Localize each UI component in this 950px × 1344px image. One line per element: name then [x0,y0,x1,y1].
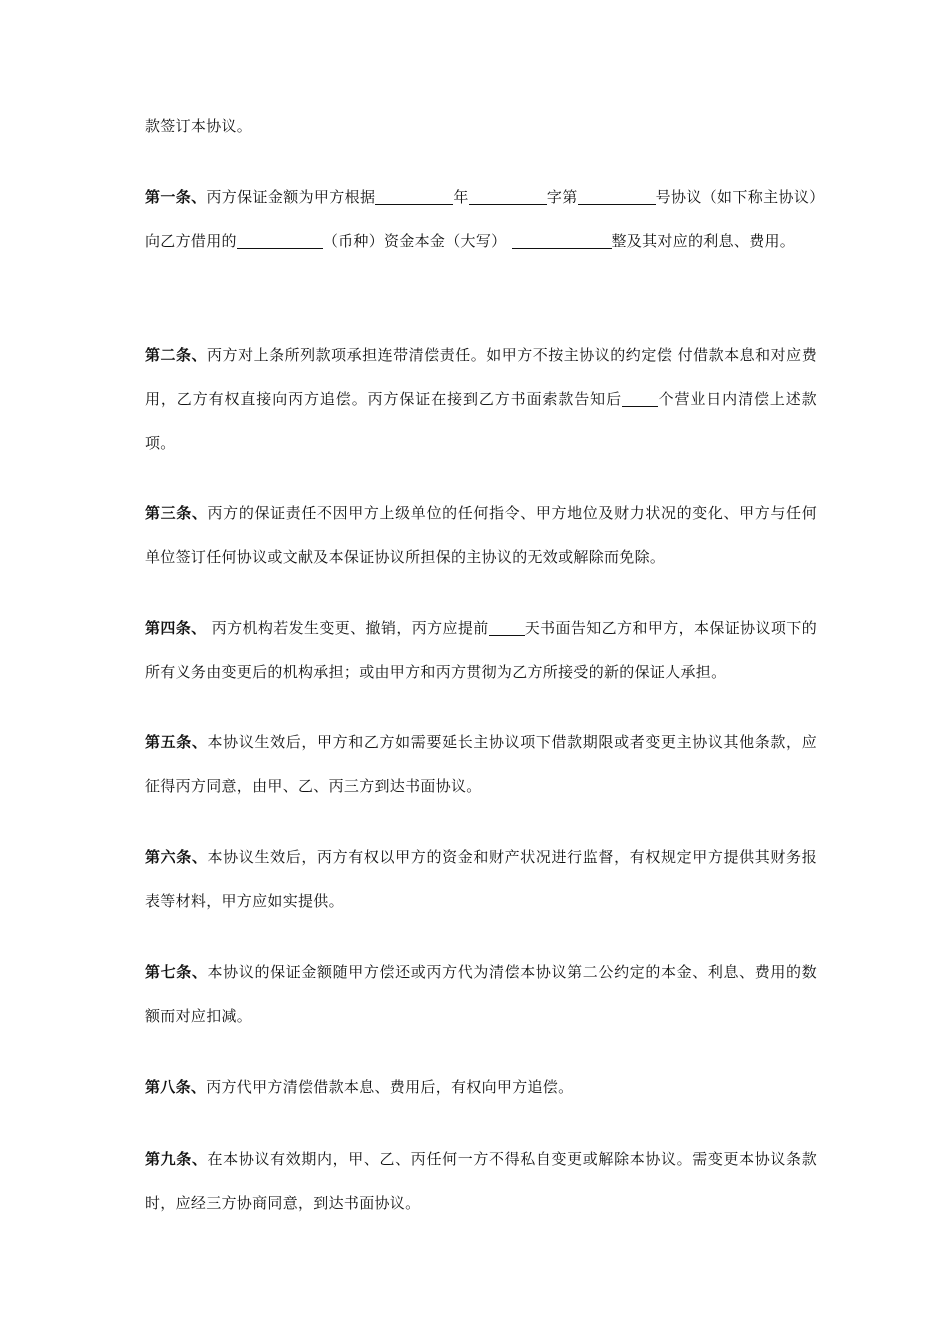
article-label: 第八条、 [145,1078,207,1096]
blank-field-year[interactable] [375,186,453,205]
article-1 [145,175,817,263]
blank-field-notice-days[interactable] [489,617,525,636]
article-9 [145,1137,817,1225]
article-label: 第二条、 [145,346,208,364]
article-text: 字第 [546,188,578,206]
article-8 [145,1065,817,1109]
article-6 [145,835,817,923]
article-3 [145,491,817,579]
article-text: 整及其对应的利息、费用。 [611,232,796,250]
article-text: 天书面告知乙方和甲方，本保证协议项下的所有义务由变更后的机构承担；或由甲方和丙方贯彻为乙方所接受的新的保证人承担。 [145,619,817,681]
article-label: 第七条、 [145,963,208,981]
blank-field-business-days[interactable] [622,388,658,407]
article-label: 第九条、 [145,1150,208,1168]
article-text: 丙方保证金额为甲方根据 [206,188,376,206]
article-7 [145,950,817,1038]
article-text: 本协议的保证金额随甲方偿还或丙方代为清偿本协议第二公约定的本金、利息、费用的数额而对应扣减。 [145,963,817,1025]
article-text: 丙方机构若发生变更、撤销，丙方应提前 [206,619,489,637]
article-text: 本协议生效后，甲方和乙方如需要延长主协议项下借款期限或者变更主协议其他条款，应征得丙方同意，由甲、乙、丙三方到达书面协议。 [145,733,817,795]
article-text: 丙方的保证责任不因甲方上级单位的任何指令、甲方地位及财力状况的变化、甲方与任何单位签订任何协议或文献及本保证协议所担保的主协议的无效或解除而免除。 [145,504,817,566]
article-label: 第一条、 [145,188,207,206]
article-text: 丙方代甲方清偿借款本息、费用后，有权向甲方追偿。 [206,1078,574,1096]
blank-field-word[interactable] [469,186,547,205]
article-text: 号协议（如下称主协议）向乙方借用的 [145,188,818,250]
blank-field-number[interactable] [578,186,656,205]
article-text: （币种）资金本金（大写） [322,232,507,250]
article-5 [145,720,817,808]
blank-field-amount[interactable] [512,230,612,249]
article-text: 丙方对上条所列款项承担连带清偿责任。如甲方不按主协议的约定偿 付借款本息和对应费用，乙方有权直接向丙方追偿。丙方保证在接到乙方书面索款告知后 [145,346,817,408]
blank-field-currency[interactable] [237,230,323,249]
intro-text: 款签订本协议。 [145,117,253,135]
article-text: 个营业日内清偿上述款项。 [145,390,817,452]
article-text: 本协议生效后，丙方有权以甲方的资金和财产状况进行监督，有权规定甲方提供其财务报表等材料，甲方应如实提供。 [145,848,817,910]
article-4 [145,606,817,694]
article-text: 在本协议有效期内，甲、乙、丙任何一方不得私自变更或解除本协议。需变更本协议条款时，应经三方协商同意，到达书面协议。 [145,1150,817,1212]
article-label: 第五条、 [145,733,208,751]
article-label: 第三条、 [145,504,208,522]
article-label: 第六条、 [145,848,208,866]
article-2 [145,333,817,465]
intro-line [145,104,817,148]
article-label: 第四条、 [145,619,207,637]
article-text: 年 [453,188,469,206]
